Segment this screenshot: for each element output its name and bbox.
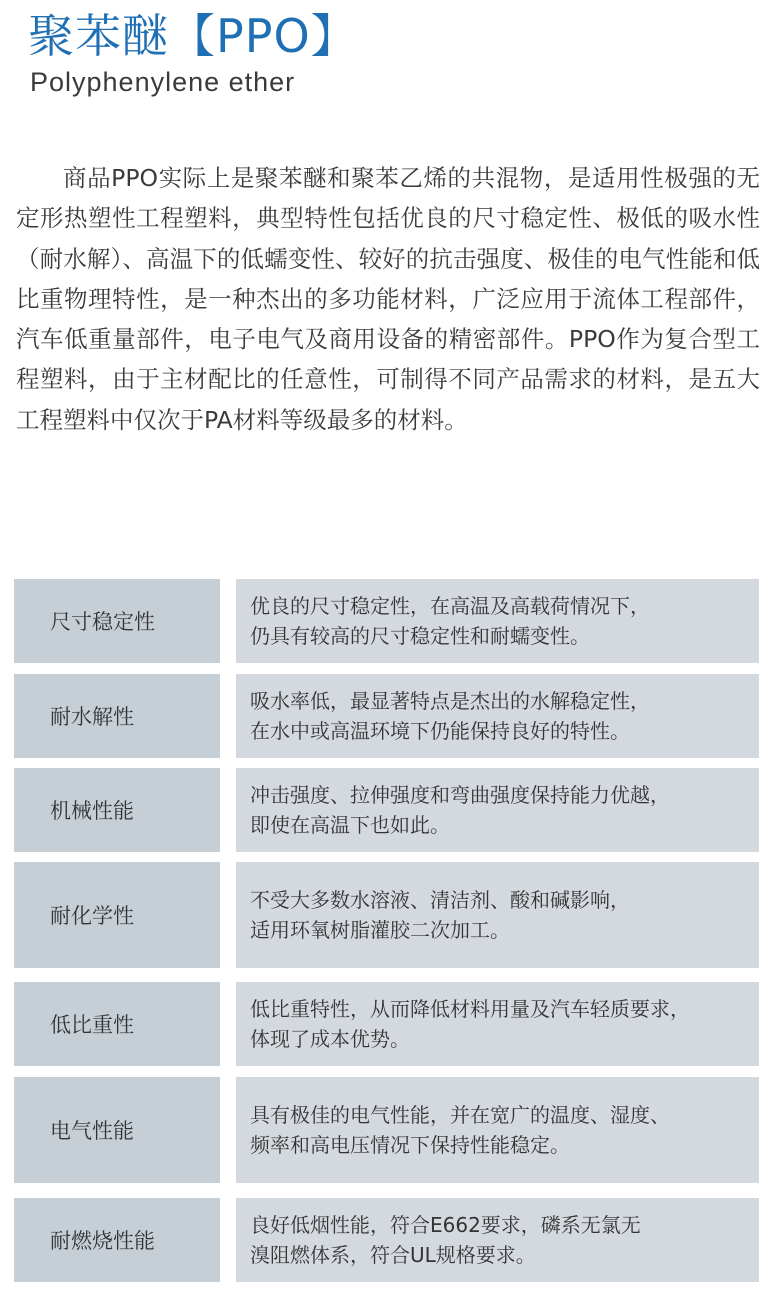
- description-line: 吸水率低，最显著特点是杰出的水解稳定性，: [250, 689, 650, 713]
- description-line: 适用环氧树脂灌胶二次加工。: [250, 918, 510, 942]
- property-label: 电气性能: [14, 1077, 220, 1183]
- description-line: 溴阻燃体系，符合UL规格要求。: [250, 1243, 536, 1267]
- property-description: [236, 768, 759, 852]
- property-label: 低比重性: [14, 982, 220, 1066]
- intro-paragraph: 商品PPO实际上是聚苯醚和聚苯乙烯的共混物，是适用性极强的无定形热塑性工程塑料，典型特性包括优良的尺寸稳定性、极低的吸水性（耐水解）、高温下的低蠕变性、较好的抗击强度、极佳的电气性能和低比重物理特性，是一种杰出的多功能材料，广泛应用于流体工程部件，汽车低重量部件，电子电气及商用设备的精密部件。PPO作为复合型工程塑料，由于主材配比的任意性，可制得不同产品需求的材料，是五大工程塑料中仅次于PA材料等级最多的材料。: [16, 164, 760, 434]
- description-line: 低比重特性，从而降低材料用量及汽车轻质要求，: [250, 997, 690, 1021]
- property-description: [236, 982, 759, 1066]
- description-line: 冲击强度、拉伸强度和弯曲强度保持能力优越，: [250, 783, 670, 807]
- description-line: 频率和高电压情况下保持性能稳定。: [250, 1133, 570, 1157]
- description-line: 不受大多数水溶液、清洁剂、酸和碱影响，: [250, 888, 630, 912]
- description-line: 优良的尺寸稳定性，在高温及高载荷情况下，: [250, 594, 650, 618]
- property-description: [236, 1077, 759, 1183]
- page-subtitle: Polyphenylene ether: [30, 67, 296, 97]
- property-description: [236, 579, 759, 663]
- description-line: 具有极佳的电气性能，并在宽广的温度、湿度、: [250, 1103, 670, 1127]
- property-row-electrical: [14, 1077, 759, 1183]
- property-row-mechanical: [14, 768, 759, 852]
- description-line: 体现了成本优势。: [250, 1027, 410, 1051]
- property-row-hydrolysis-resistance: [14, 674, 759, 758]
- property-label: 耐水解性: [14, 674, 220, 758]
- property-description: [236, 674, 759, 758]
- property-row-chemical-resistance: [14, 862, 759, 968]
- property-label: 耐化学性: [14, 862, 220, 968]
- property-row-flame-resistance: [14, 1198, 759, 1282]
- property-label: 耐燃烧性能: [14, 1198, 220, 1282]
- description-line: 仍具有较高的尺寸稳定性和耐蠕变性。: [250, 624, 590, 648]
- description-line: 良好低烟性能，符合E662要求，磷系无氯无: [250, 1213, 641, 1237]
- property-row-low-density: [14, 982, 759, 1066]
- property-label: 尺寸稳定性: [14, 579, 220, 663]
- property-description: [236, 1198, 759, 1282]
- description-line: 即使在高温下也如此。: [250, 813, 450, 837]
- description-line: 在水中或高温环境下仍能保持良好的特性。: [250, 719, 630, 743]
- page-title: 聚苯醚【PPO】: [28, 9, 358, 63]
- property-row-dimensional-stability: [14, 579, 759, 663]
- property-label: 机械性能: [14, 768, 220, 852]
- property-description: [236, 862, 759, 968]
